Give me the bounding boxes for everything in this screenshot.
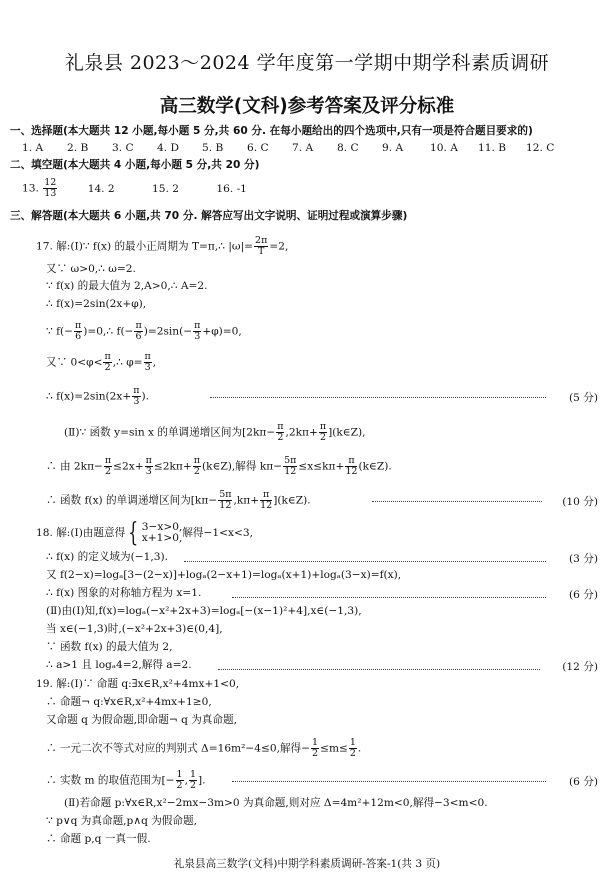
section-choice-heading: 一、选择题(本大题共 12 小题,每小题 5 分,共 60 分. 在每小题给出的四个选项中,只有一项是符合题目要求的) (10, 125, 533, 137)
p19-line-4: ∴ 一元二次不等式对应的判别式 Δ=16m²−4≤0,解得− $\frac{1}{2}$ ≤m≤ $\frac{1}{2}$ . (46, 737, 362, 759)
fill-answer-16: 16. -1 (216, 182, 247, 195)
p17-line-7: ∴ f(x)=2sin(2x+ $\frac{\pi}{3}$ ). (46, 385, 150, 407)
p17-line-6: 又∵ 0<φ< $\frac{\pi}{2}$ ,∴ φ= $\frac{\pi}{3}$ , (46, 351, 157, 373)
p19-line-8: ∴ 命题 p,q 一真一假. (46, 833, 151, 845)
p19-line-5: ∴ 实数 m 的取值范围为[− $\frac{1}{2}$ , $\frac{1}{2}$ ]. (46, 769, 206, 791)
fraction: $\frac{5\pi}{12}$ (284, 455, 297, 477)
p18-line-1: 18. 解:(Ⅰ)由题意得 { 3−x>0, x+1>0, 解得−1<x<3, (36, 518, 253, 548)
fraction: $\frac{12}{13}$ (44, 177, 57, 199)
choice-answers (22, 142, 574, 155)
fraction: $\frac{1}{2}$ (189, 769, 196, 791)
fill-answer-15: 15. 2 (152, 182, 180, 195)
p17-line-4: ∴ f(x)=2sin(2x+φ), (46, 298, 147, 310)
choice-answer: 8. C (337, 142, 359, 154)
choice-answer: 3. C (112, 142, 134, 154)
choice-answer: 6. C (247, 142, 269, 154)
fraction: $\frac{1}{2}$ (176, 769, 183, 791)
system-of-inequalities: 3−x>0, x+1>0, (141, 521, 183, 544)
score-mark: (6 分) (569, 589, 598, 601)
choice-answer: 5. B (202, 142, 224, 154)
fraction: $\frac{\pi}{12}$ (345, 455, 358, 477)
fill-answer-14: 14. 2 (87, 182, 115, 195)
choice-answer: 4. D (157, 142, 179, 154)
score-mark: (5 分) (569, 392, 598, 404)
score-mark: (6 分) (569, 776, 598, 788)
score-leader (232, 597, 546, 598)
fraction: $\frac{\pi}{2}$ (104, 351, 111, 373)
p18-line-3: 又 f(2−x)=logₐ[3−(2−x)]+logₐ(2−x+1)=logₐ(x+1)+logₐ(3−x)=f(x), (46, 569, 402, 581)
p17-line-1: 17. 解:(Ⅰ)∵ f(x) 的最小正周期为 T=π,∴ |ω|= $\frac{2\pi}{T}$ =2, (36, 235, 289, 257)
fraction: $\frac{\pi}{3}$ (145, 455, 152, 477)
score-leader (184, 561, 546, 562)
score-mark: (3 分) (569, 553, 598, 565)
p19-line-7: ∵ p∨q 为真命题,p∧q 为假命题, (46, 815, 197, 827)
fraction: $\frac{\pi}{2}$ (193, 455, 201, 477)
choice-answer: 10. A (430, 142, 458, 154)
page-footer: 礼泉县高三数学(文科)中期学科素质调研-答案-1(共 3 页) (173, 858, 441, 870)
p17-line-5: ∵ f(− $\frac{\pi}{6}$ )=0,∴ f(− $\frac{\pi}{6}$ )=2sin(− $\frac{\pi}{3}$ +φ)=0, (46, 320, 242, 342)
fraction: $\frac{\pi}{2}$ (319, 421, 327, 443)
p18-line-8: ∴ a>1 且 logₐ4=2,解得 a=2. (46, 659, 192, 671)
choice-answer: 12. C (526, 142, 555, 154)
p19-line-3: 又命题 q 为假命题,即命题¬ q 为真命题, (46, 714, 237, 726)
score-leader (210, 397, 546, 398)
fraction: $\frac{5\pi}{12}$ (219, 489, 232, 511)
p17-line-2: 又∵ ω>0,∴ ω=2. (46, 263, 136, 275)
document-title: 礼泉县 2023～2024 学年度第一学期中期学科素质调研 (64, 52, 550, 74)
fraction: $\frac{1}{2}$ (312, 737, 319, 759)
section-solution-heading: 三、解答题(本大题共 6 小题,共 70 分. 解答应写出文字说明、证明过程或演算步骤) (10, 210, 408, 222)
document-subtitle: 高三数学(文科)参考答案及评分标准 (159, 96, 455, 117)
p18-line-6: 当 x∈(−1,3)时,(−x²+2x+3)∈(0,4], (46, 623, 223, 635)
choice-answer: 7. A (292, 142, 314, 154)
fraction: $\frac{\pi}{3}$ (194, 320, 201, 342)
fraction: $\frac{\pi}{2}$ (277, 421, 284, 443)
choice-answer: 11. B (478, 142, 506, 154)
choice-answer: 9. A (382, 142, 404, 154)
p17-line-9: ∴ 由 2kπ− $\frac{\pi}{2}$ ≤2x+ $\frac{\pi}{3}$ ≤2kπ+ $\frac{\pi}{2}$ (k∈Z),解得 kπ− $\frac{5\pi}{12}$ ≤x≤kπ+ $\frac{\pi}{12}$ (k∈Z). (46, 455, 392, 477)
fraction: $\frac{\pi}{2}$ (104, 455, 112, 477)
fraction: $\frac{\pi}{6}$ (75, 320, 82, 342)
score-leader (232, 781, 546, 782)
fraction: $\frac{1}{2}$ (349, 737, 356, 759)
score-leader (372, 501, 542, 502)
fraction: $\frac{\pi}{12}$ (260, 489, 273, 511)
p19-line-6: (Ⅱ)若命题 p:∀x∈R,x²−2mx−3m>0 为真命题,则对应 Δ=4m²+12m<0,解得−3<m<0. (64, 797, 488, 809)
score-leader (218, 669, 540, 670)
p18-line-4: ∴ f(x) 图象的对称轴方程为 x=1. (46, 587, 202, 599)
fraction: $\frac{\pi}{3}$ (144, 351, 151, 373)
section-fill-heading: 二、填空题(本大题共 4 小题,每小题 5 分,共 20 分) (10, 159, 260, 171)
p18-line-2: ∴ f(x) 的定义域为(−1,3). (46, 551, 168, 563)
fill-answer-13-label: 13. (22, 182, 39, 195)
fraction: $\frac{2\pi}{T}$ (255, 235, 268, 257)
p18-line-7: ∵ 函数 f(x) 的最大值为 2, (46, 641, 173, 653)
choice-answer: 1. A (22, 142, 44, 154)
left-brace: { (128, 518, 139, 548)
p17-line-8: (Ⅱ)∵ 函数 y=sin x 的单调递增区间为[2kπ− $\frac{\pi}{2}$ ,2kπ+ $\frac{\pi}{2}$ ](k∈Z), (64, 421, 366, 443)
p17-line-10: ∴ 函数 f(x) 的单调递增区间为[kπ− $\frac{5\pi}{12}$ ,kπ+ $\frac{\pi}{12}$ ](k∈Z). (46, 489, 311, 511)
p19-line-2: ∴ 命题¬ q:∀x∈R,x²+4mx+1≥0, (46, 696, 212, 708)
score-mark: (10 分) (562, 496, 598, 508)
fraction: $\frac{\pi}{3}$ (133, 385, 140, 407)
p18-line-5: (Ⅱ)由(Ⅰ)知,f(x)=logₐ(−x²+2x+3)=logₐ[−(x−1)²+4],x∈(−1,3), (46, 605, 362, 617)
score-mark: (12 分) (562, 661, 598, 673)
p17-line-3: ∵ f(x) 的最大值为 2,A>0,∴ A=2. (46, 280, 208, 292)
p19-line-1: 19. 解:(Ⅰ)∵ 命题 q:∃x∈R,x²+4mx+1<0, (36, 678, 240, 690)
fill-answers (22, 178, 247, 199)
fraction: $\frac{\pi}{6}$ (135, 320, 142, 342)
choice-answer: 2. B (67, 142, 89, 154)
